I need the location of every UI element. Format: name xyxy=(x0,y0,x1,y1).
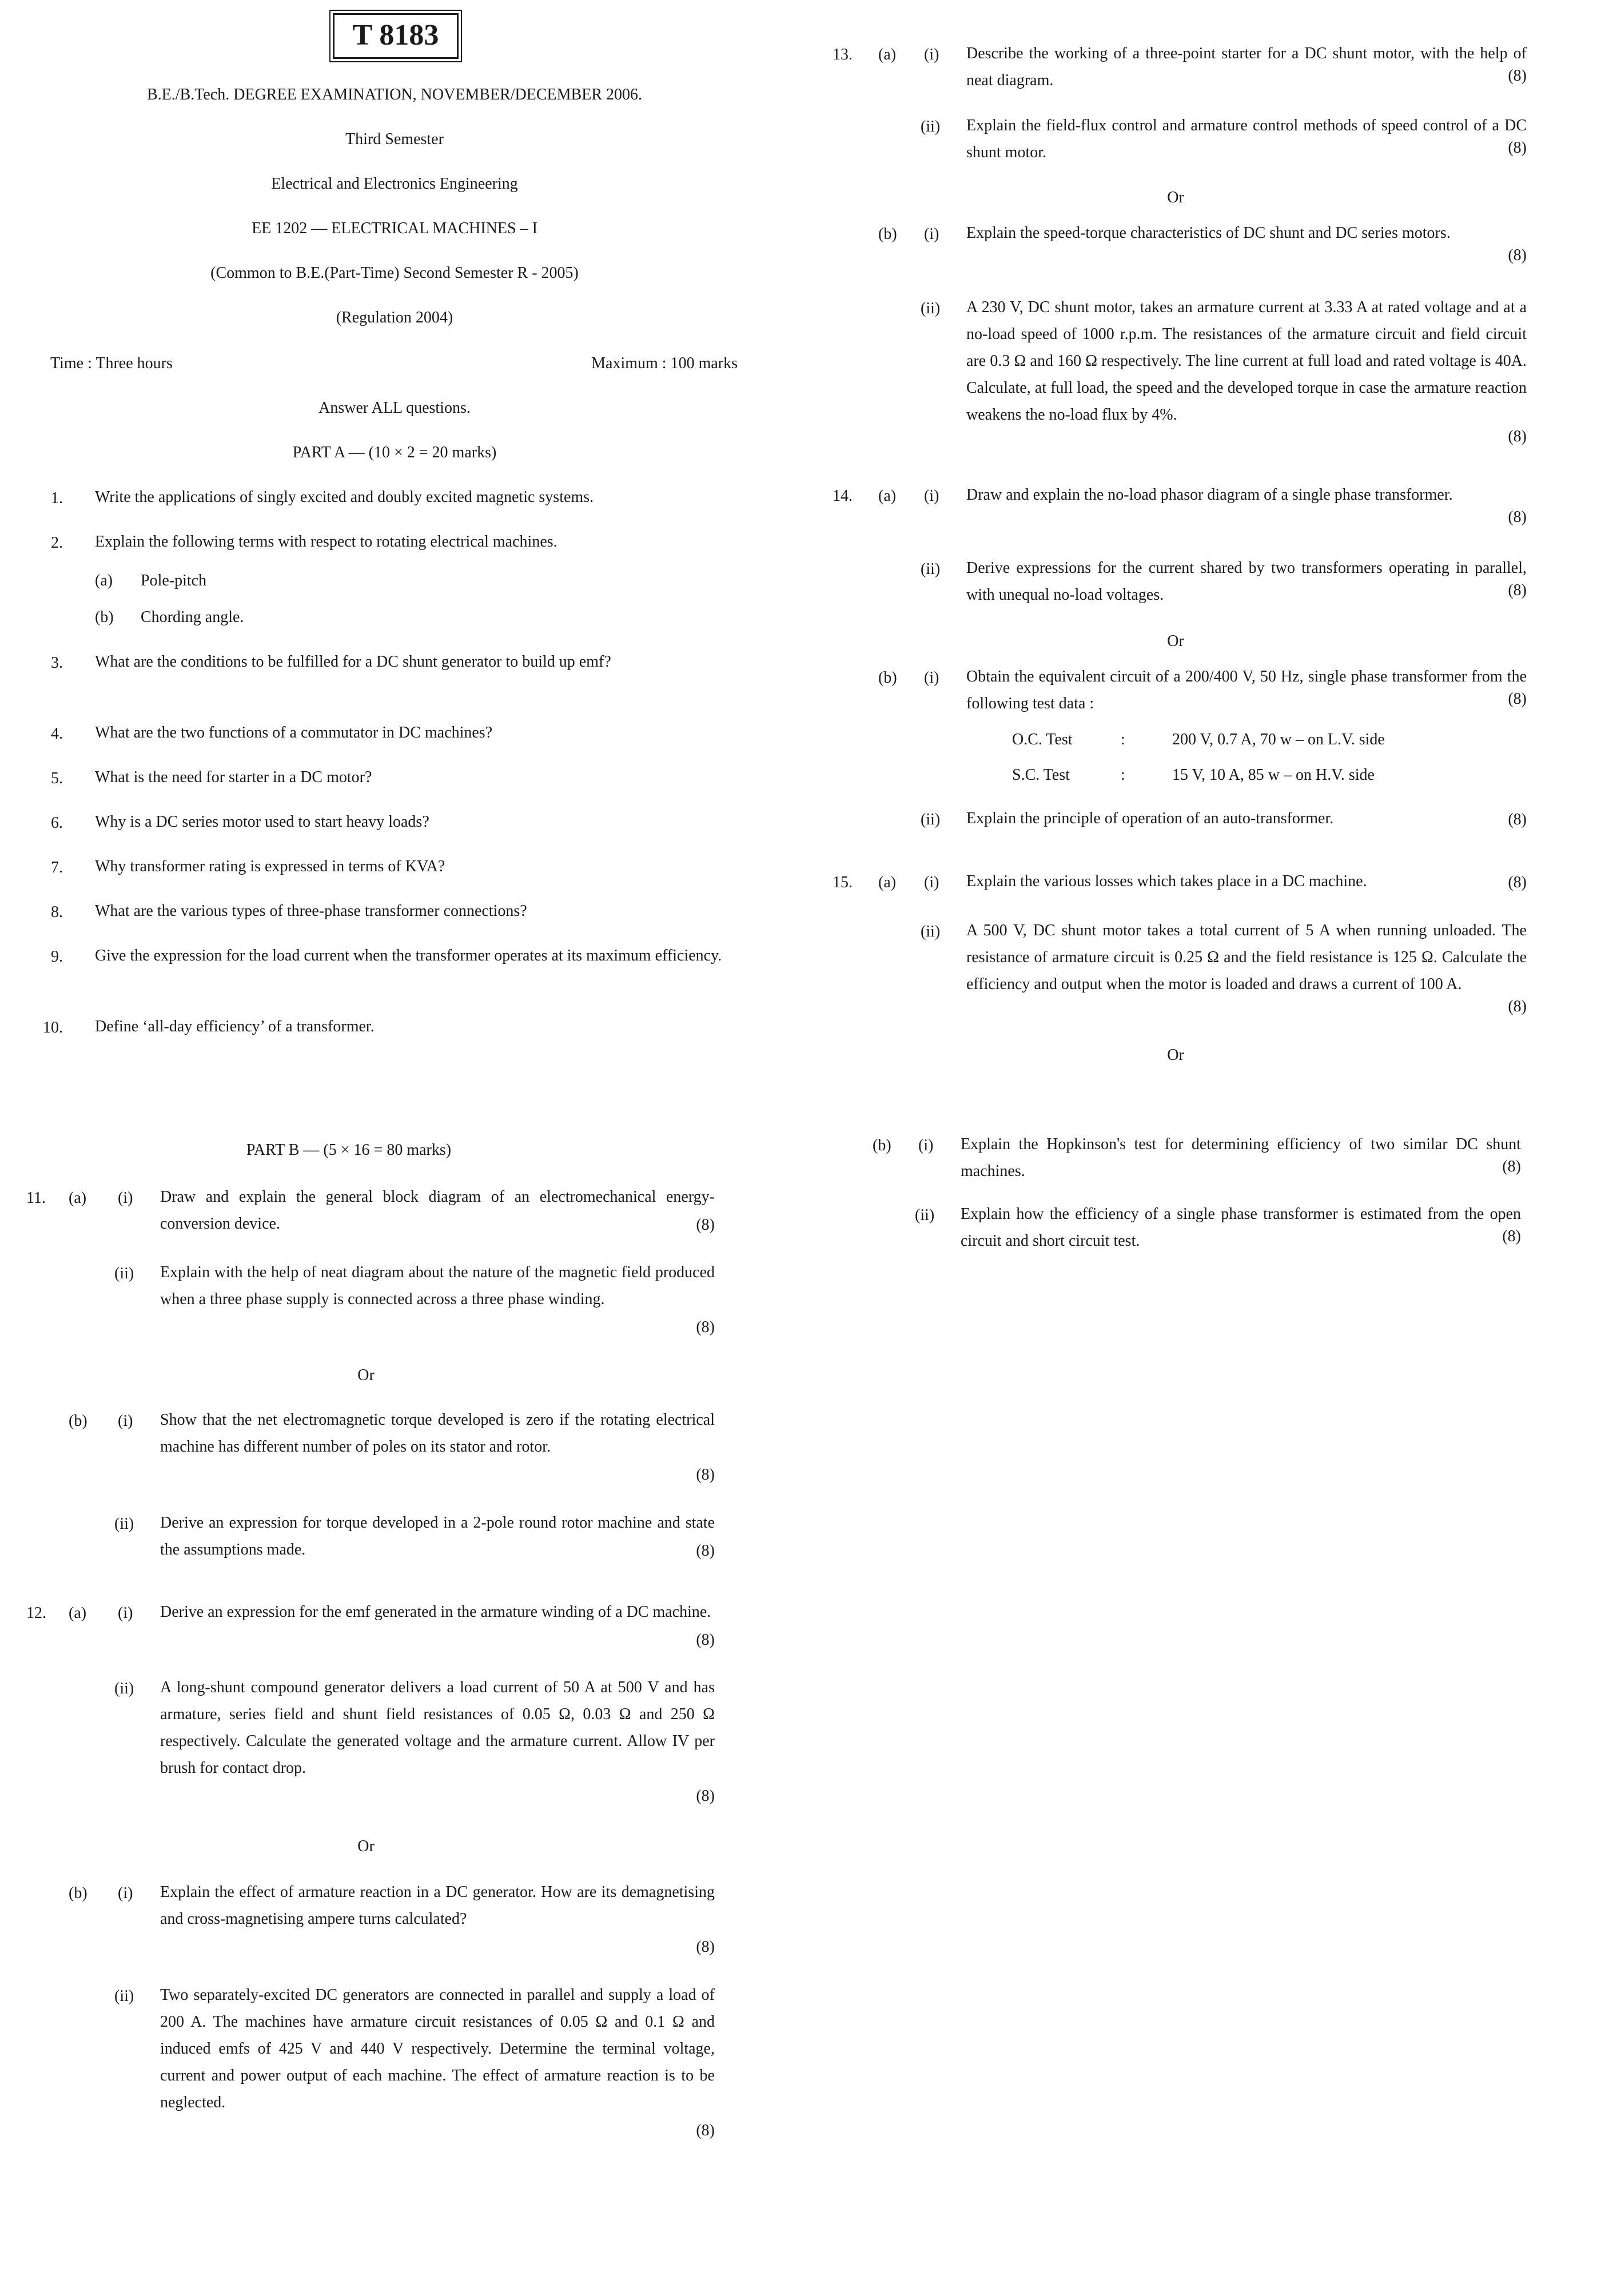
q12-b-ii-label: (ii) xyxy=(114,1987,134,2005)
q2-number: 2. xyxy=(51,534,63,552)
oc-test-colon: : xyxy=(1121,731,1125,748)
course-title: EE 1202 — ELECTRICAL MACHINES – I xyxy=(252,220,537,237)
q13-a-ii-marks: (8) xyxy=(1508,139,1527,157)
q10-number: 10. xyxy=(43,1019,63,1037)
q12-a-ii-marks: (8) xyxy=(696,1787,715,1805)
q13-a-i-text: Describe the working of a three-point starter for a DC shunt motor, with the help of neat diagram. xyxy=(966,45,1527,89)
q11-a-ii-label: (ii) xyxy=(114,1265,134,1282)
q15-b-ii-text: Explain how the efficiency of a single phase transformer is estimated from the open circuit and short circuit test. xyxy=(961,1205,1521,1250)
q15-or: Or xyxy=(1167,1046,1184,1064)
sc-test-label: S.C. Test xyxy=(1012,766,1070,784)
q13-b-i-text: Explain the speed-torque characteristics of DC shunt and DC series motors. xyxy=(966,224,1451,242)
q1-text: Write the applications of singly excited and doubly excited magnetic systems. xyxy=(95,488,594,506)
q14-a-i-text: Draw and explain the no-load phasor diagram of a single phase transformer. xyxy=(966,486,1453,504)
q8-number: 8. xyxy=(51,903,63,921)
q2-text: Explain the following terms with respect to rotating electrical machines. xyxy=(95,533,557,551)
q14-a-ii-text: Derive expressions for the current shared by two transformers operating in parallel, with unequal no-load voltages. xyxy=(966,559,1527,604)
q11-b-i-label: (i) xyxy=(118,1412,133,1430)
q15-a-ii-text: A 500 V, DC shunt motor takes a total current of 5 A when running unloaded. The resistance of armature circuit is 0.25 Ω and the field resistance is 125 Ω. Calculate the efficiency and output when the motor is loaded and draws a current of 100 A. xyxy=(966,922,1527,993)
q14-number: 14. xyxy=(833,487,853,505)
q13-b-label: (b) xyxy=(878,225,897,243)
q14-b-ii-marks: (8) xyxy=(1508,811,1527,828)
q13-number: 13. xyxy=(833,46,853,63)
q11-number: 11. xyxy=(26,1189,46,1207)
sc-test-colon: : xyxy=(1121,766,1125,784)
q13-a-label: (a) xyxy=(878,46,897,63)
q6-text: Why is a DC series motor used to start heavy loads? xyxy=(95,813,429,831)
q15-b-i-marks: (8) xyxy=(1502,1158,1521,1175)
q13-or: Or xyxy=(1167,189,1184,206)
q14-a-ii-label: (ii) xyxy=(921,560,941,578)
q13-a-i-marks: (8) xyxy=(1508,67,1527,85)
part-a-title: PART A — (10 × 2 = 20 marks) xyxy=(292,444,497,461)
q12-b-label: (b) xyxy=(69,1884,87,1902)
q6-number: 6. xyxy=(51,814,63,832)
q10-text: Define ‘all-day efficiency’ of a transformer. xyxy=(95,1018,375,1035)
q15-b-i-label: (i) xyxy=(918,1137,934,1154)
branch: Electrical and Electronics Engineering xyxy=(271,175,518,193)
oc-test-value: 200 V, 0.7 A, 70 w – on L.V. side xyxy=(1172,731,1385,748)
q11-b-ii-text: Derive an expression for torque developed in a 2-pole round rotor machine and state the assumptions made. xyxy=(160,1514,715,1558)
q13-a-ii-text: Explain the field-flux control and armature control methods of speed control of a DC shunt motor. xyxy=(966,117,1527,161)
q3-number: 3. xyxy=(51,654,63,672)
q12-a-ii-text: A long-shunt compound generator delivers a load current of 50 A at 500 V and has armature, series field and shunt field resistances of 0.05 Ω, 0.03 Ω and 250 Ω respectively. Calculate the generated voltage and the armature current. Allow IV per brush for contact drop. xyxy=(160,1679,715,1777)
q13-b-i-marks: (8) xyxy=(1508,246,1527,264)
q15-b-ii-label: (ii) xyxy=(915,1206,935,1224)
q11-b-i-text: Show that the net electromagnetic torque developed is zero if the rotating electrical machine has different number of poles on its stator and rotor. xyxy=(160,1411,715,1456)
q4-number: 4. xyxy=(51,725,63,743)
q12-or: Or xyxy=(357,1837,375,1855)
q11-or: Or xyxy=(357,1366,375,1384)
q11-a-i-marks: (8) xyxy=(696,1216,715,1234)
sc-test-value: 15 V, 10 A, 85 w – on H.V. side xyxy=(1172,766,1375,784)
q12-b-i-marks: (8) xyxy=(696,1938,715,1956)
q11-b-i-marks: (8) xyxy=(696,1466,715,1484)
q11-a-ii-marks: (8) xyxy=(696,1318,715,1336)
time-allowed: Time : Three hours xyxy=(50,354,173,372)
regulation: (Regulation 2004) xyxy=(336,309,453,326)
q11-a-i-label: (i) xyxy=(118,1189,133,1207)
instruction: Answer ALL questions. xyxy=(318,399,471,417)
q12-a-ii-label: (ii) xyxy=(114,1680,134,1697)
q11-a-ii-text: Explain with the help of neat diagram about the nature of the magnetic field produced when a three phase supply is connected across a three phase winding. xyxy=(160,1263,715,1308)
q14-b-i-label: (i) xyxy=(924,669,939,687)
q11-a-i-text: Draw and explain the general block diagram of an electromechanical energy-conversion device. xyxy=(160,1188,715,1233)
q11-b-ii-label: (ii) xyxy=(114,1515,134,1533)
q15-a-i-text: Explain the various losses which takes place in a DC machine. xyxy=(966,872,1367,890)
q5-text: What is the need for starter in a DC motor? xyxy=(95,768,372,786)
q12-a-i-marks: (8) xyxy=(696,1631,715,1649)
q2-b-label: (b) xyxy=(95,608,114,626)
q12-a-i-text: Derive an expression for the emf generated in the armature winding of a DC machine. xyxy=(160,1603,711,1621)
oc-test-label: O.C. Test xyxy=(1012,731,1073,748)
q15-a-ii-label: (ii) xyxy=(921,923,941,940)
q2-a-label: (a) xyxy=(95,572,113,589)
common-note: (Common to B.E.(Part-Time) Second Semester R - 2005) xyxy=(210,264,579,282)
part-b-title: PART B — (5 × 16 = 80 marks) xyxy=(246,1141,452,1159)
q13-b-ii-marks: (8) xyxy=(1508,428,1527,445)
q14-b-label: (b) xyxy=(878,669,897,687)
q11-b-ii-marks: (8) xyxy=(696,1542,715,1560)
maximum-marks: Maximum : 100 marks xyxy=(591,354,738,372)
q9-text: Give the expression for the load current when the transformer operates at its maximum efficiency. xyxy=(95,947,722,964)
q4-text: What are the two functions of a commutator in DC machines? xyxy=(95,724,493,742)
q15-number: 15. xyxy=(833,874,853,891)
q14-a-ii-marks: (8) xyxy=(1508,581,1527,599)
q5-number: 5. xyxy=(51,770,63,787)
q14-b-i-text: Obtain the equivalent circuit of a 200/400 V, 50 Hz, single phase transformer from the following test data : xyxy=(966,668,1527,712)
q1-number: 1. xyxy=(51,489,63,507)
q13-b-ii-label: (ii) xyxy=(921,300,941,317)
q2-b-text: Chording angle. xyxy=(141,608,244,626)
q12-b-ii-text: Two separately-excited DC generators are connected in parallel and supply a load of 200 A. The machines have armature circuit resistances of 0.05 Ω and 0.1 Ω and induced emfs of 425 V and 440 V respectively. Determine the terminal voltage, current and power output of each machine. The effect of armature reaction is to be neglected. xyxy=(160,1986,715,2111)
semester: Third Semester xyxy=(345,130,444,148)
q12-a-i-label: (i) xyxy=(118,1604,133,1622)
q2-a-text: Pole-pitch xyxy=(141,572,207,589)
q12-number: 12. xyxy=(26,1604,46,1622)
q8-text: What are the various types of three-phase transformer connections? xyxy=(95,902,527,920)
q3-text: What are the conditions to be fulfilled for a DC shunt generator to build up emf? xyxy=(95,653,611,671)
q15-a-i-marks: (8) xyxy=(1508,874,1527,891)
q14-a-i-marks: (8) xyxy=(1508,508,1527,526)
q15-a-ii-marks: (8) xyxy=(1508,998,1527,1015)
q15-b-ii-marks: (8) xyxy=(1502,1227,1521,1245)
q7-number: 7. xyxy=(51,859,63,876)
q14-b-i-marks: (8) xyxy=(1508,690,1527,708)
q15-a-label: (a) xyxy=(878,874,897,891)
q13-a-ii-label: (ii) xyxy=(921,118,941,135)
paper-code: T 8183 xyxy=(333,13,459,59)
q11-a-label: (a) xyxy=(69,1189,87,1207)
q13-b-i-label: (i) xyxy=(924,225,939,243)
q9-number: 9. xyxy=(51,948,63,966)
exam-title: B.E./B.Tech. DEGREE EXAMINATION, NOVEMBER/DECEMBER 2006. xyxy=(147,86,642,103)
q11-b-label: (b) xyxy=(69,1412,87,1430)
q14-b-ii-label: (ii) xyxy=(921,811,941,828)
q7-text: Why transformer rating is expressed in terms of KVA? xyxy=(95,858,445,875)
q14-a-label: (a) xyxy=(878,487,897,505)
q12-b-i-label: (i) xyxy=(118,1884,133,1902)
q12-b-i-text: Explain the effect of armature reaction in a DC generator. How are its demagnetising and cross-magnetising ampere turns calculated? xyxy=(160,1883,715,1928)
q15-a-i-label: (i) xyxy=(924,874,939,891)
q14-or: Or xyxy=(1167,632,1184,650)
q14-a-i-label: (i) xyxy=(924,487,939,505)
q15-b-label: (b) xyxy=(873,1137,891,1154)
q15-b-i-text: Explain the Hopkinson's test for determining efficiency of two similar DC shunt machines. xyxy=(961,1135,1521,1180)
q12-b-ii-marks: (8) xyxy=(696,2122,715,2139)
q13-a-i-label: (i) xyxy=(924,46,939,63)
q12-a-label: (a) xyxy=(69,1604,87,1622)
q14-b-ii-text: Explain the principle of operation of an auto-transformer. xyxy=(966,810,1334,827)
q13-b-ii-text: A 230 V, DC shunt motor, takes an armature current at 3.33 A at rated voltage and at a no-load speed of 1000 r.p.m. The resistances of the armature circuit and field circuit are 0.3 Ω and 160 Ω respectively. The line current at full load and rated voltage is 40A. Calculate, at full load, the speed and the developed torque in case the armature reaction weakens the no-load flux by 4%. xyxy=(966,298,1527,424)
